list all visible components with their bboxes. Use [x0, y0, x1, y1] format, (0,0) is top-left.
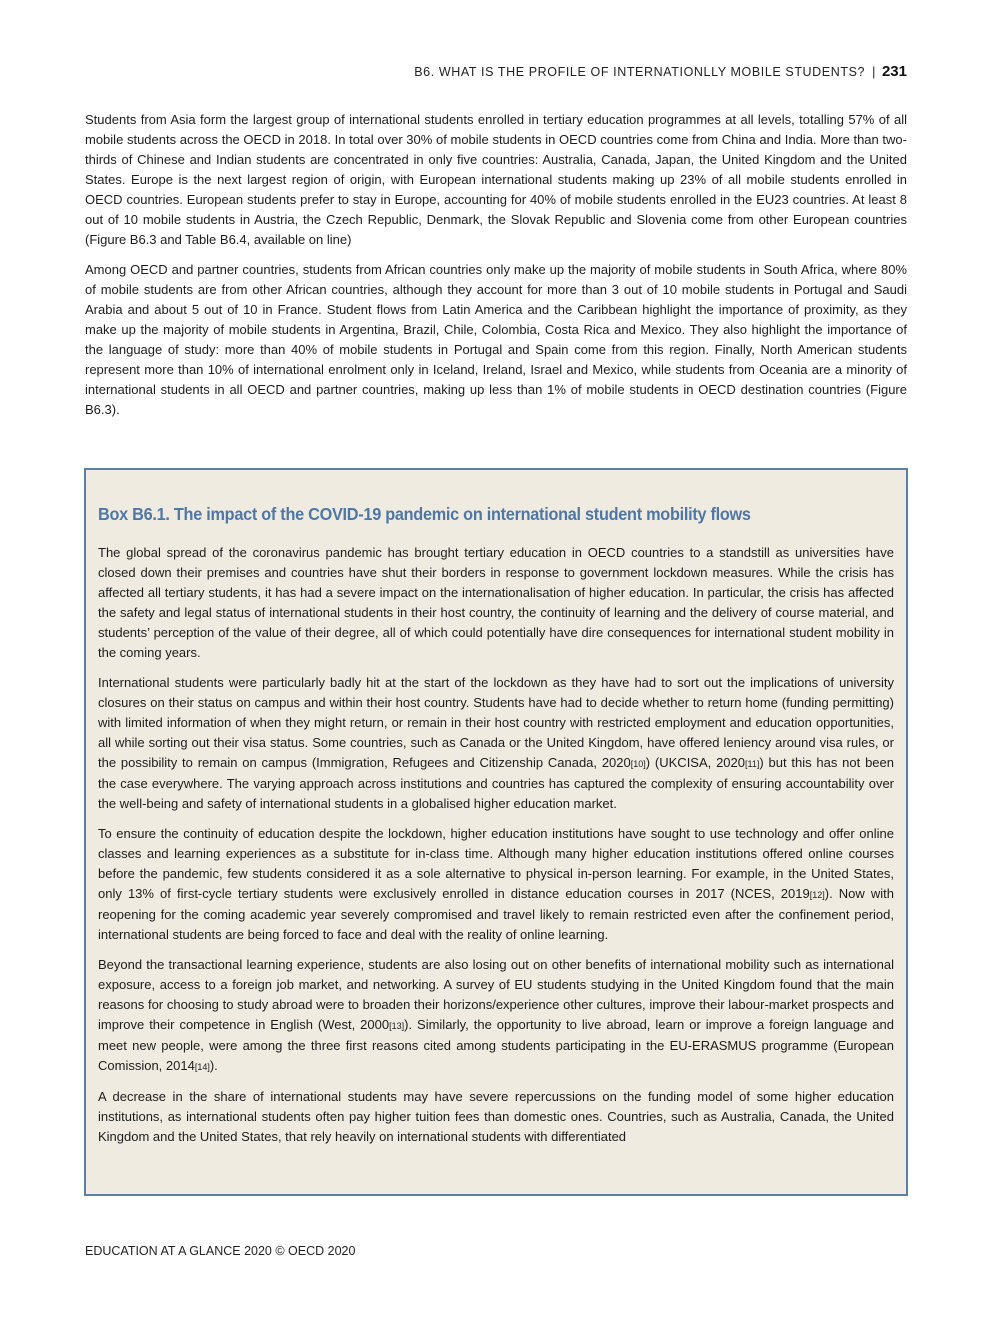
page-number: 231 [881, 63, 907, 80]
box-p4-text-b: ). Similarly, the opportunity to live abroad, learn or improve a foreign language and meet new people, were among the three first reasons cited among students participating in the EU-ERASMUS programme (European Comission, 2014 [98, 1017, 895, 1073]
reference-10: [10] [630, 759, 646, 769]
running-header [414, 63, 907, 80]
body-paragraph-2: Among OECD and partner countries, students from African countries only make up the majority of mobile students in South Africa, where 80% of mobile students are from other African countries, although they account for more than 3 out of 10 mobile students in Portugal and Saudi Arabia and about 5 out of 10 in France. Student flows from Latin America and the Caribbean highlight the importance of proximity, as they make up the majority of mobile students in Argentina, Brazil, Chile, Colombia, Costa Rica and Mexico. They also highlight the importance of the language of study: more than 40% of mobile students in Portugal and Spain come from this region. Finally, North American students represent more than 10% of international enrolment only in Iceland, Ireland, Israel and Mexico, while students from Oceania are a minority of international students in all OECD and partner countries, making up less than 1% of mobile students in OECD destination countries (Figure B6.3). [85, 262, 907, 417]
body-paragraph-1: Students from Asia form the largest group of international students enrolled in tertiary education programmes at all levels, totalling 57% of all mobile students across the OECD in 2018. In total over 30% of mobile students in OECD countries come from China and India. More than two-thirds of Chinese and Indian students are concentrated in only five countries: Australia, Canada, Japan, the United Kingdom and the United States. Europe is the next largest region of origin, with European international students making up 23% of all mobile students enrolled in OECD countries. European students prefer to stay in Europe, accounting for 40% of mobile students enrolled in the EU23 countries. At least 8 out of 10 mobile students in Austria, the Czech Republic, Denmark, the Slovak Republic and Slovenia come from other European countries (Figure B6.3 and Table B6.4, available on line) [85, 112, 907, 247]
reference-12: [12] [809, 890, 825, 900]
box-paragraph-4 [98, 955, 894, 1077]
box-p4-text-a: Beyond the transactional learning experience, students are also losing out on other benefits of international mobility such as international exposure, access to a foreign job market, and networking. A survey of EU students studying in the United Kingdom found that the main reasons for choosing to study abroad were to broaden their horizons/experience other cultures, improve their labour-market prospects and improve their competence in English (West, 2000 [98, 957, 894, 1032]
box-p2-text-b: ) (UKCISA, 2020 [645, 755, 745, 770]
covid-box [84, 468, 908, 1196]
box-paragraph-2 [98, 673, 894, 814]
header-title: B6. WHAT IS THE PROFILE OF INTERNATIONLLY MOBILE STUDENTS? [414, 65, 866, 79]
box-paragraph-5: A decrease in the share of international students may have severe repercussions on the funding model of some higher education institutions, as international students often pay higher tuition fees than domestic ones. Countries, such as Australia, Canada, the United Kingdom and the United States, that rely heavily on international students with differentiated [98, 1089, 894, 1144]
box-p2-text-c: ) but this has not been the case everywhere. The varying approach across institutions and countries has captured the complexity of ensuring accountability over the well-being and safety of international students in a globalised higher education market. [98, 755, 894, 811]
reference-11: [11] [745, 759, 760, 769]
box-p3-text-b: ). Now with reopening for the coming academic year severely compromised and travel likely to remain restricted even after the confinement period, international students are being forced to face and deal with the reality of online learning. [98, 886, 894, 942]
box-paragraph-3 [98, 824, 894, 945]
box-title: Box B6.1. The impact of the COVID-19 pandemic on international student mobility flows [98, 504, 751, 524]
box-p4-text-c: ). [209, 1058, 218, 1073]
reference-14: [14] [194, 1062, 210, 1072]
box-p3-text-a: To ensure the continuity of education despite the lockdown, higher education institutions have sought to use technology and offer online classes and learning experiences as a substitute for in-class time. Although many higher education institutions offered online courses before the pandemic, few students considered it as a sole alternative to physical in-person learning. For example, in the United States, only 13% of first-cycle tertiary students were exclusively enrolled in distance education courses in 2017 (NCES, 2019 [98, 826, 894, 901]
box-paragraph-1: The global spread of the coronavirus pandemic has brought tertiary education in OECD countries to a standstill as universities have closed down their premises and countries have shut their borders in response to government lockdown measures. While the crisis has affected all tertiary students, it has had a severe impact on the internationalisation of higher education. In particular, the crisis has affected the safety and legal status of international students in their host country, the continuity of learning and the delivery of course material, and students’ perception of the value of their degree, all of which could potentially have dire consequences for international student mobility in the coming years. [98, 545, 894, 660]
box-p2-text-a: International students were particularly badly hit at the start of the lockdown as they have had to sort out the implications of university closures on their status on campus and within their host country. Students have had to decide whether to return home (funding permitting) with limited information of when they might return, or remain in their host country with restricted employment and education opportunities, all while sorting out their visa status. Some countries, such as Canada or the United Kingdom, have offered leniency around visa rules, or the possibility to remain on campus (Immigration, Refugees and Citizenship Canada, 2020 [98, 675, 894, 770]
main-body [85, 110, 907, 430]
page-footer: EDUCATION AT A GLANCE 2020 © OECD 2020 [85, 1244, 356, 1258]
reference-13: [13] [389, 1021, 405, 1031]
header-separator: | [872, 65, 876, 79]
